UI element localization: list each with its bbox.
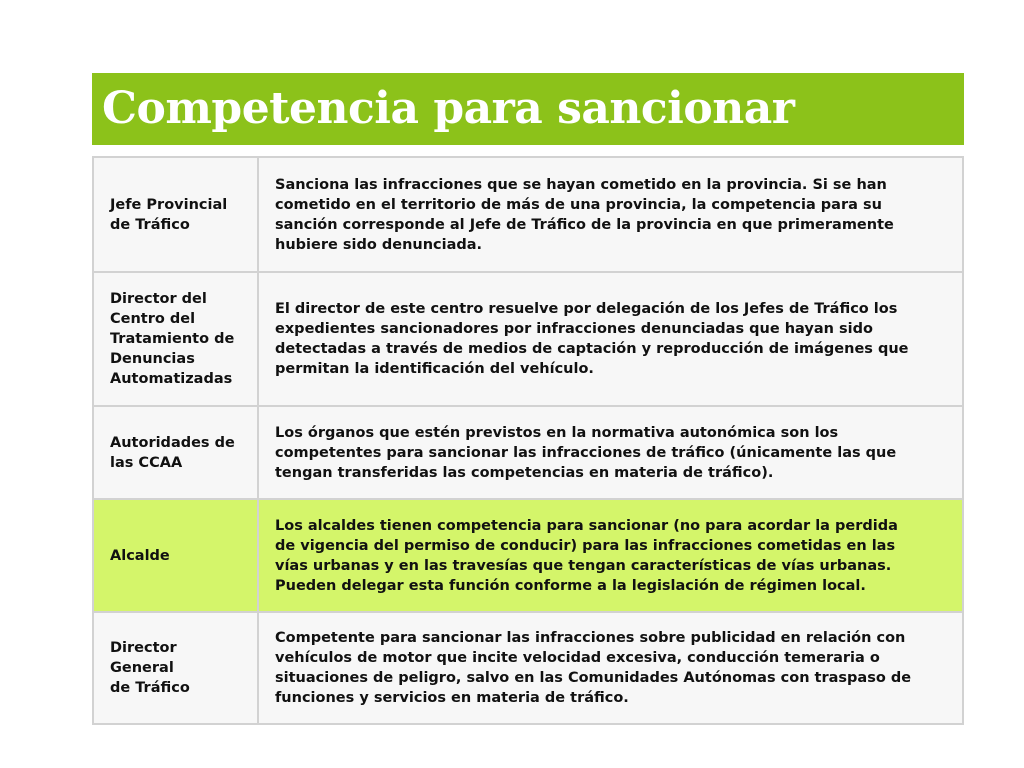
description-text: tengan transferidas las competencias en materia de tráfico). (275, 464, 774, 481)
description-cell (258, 272, 963, 406)
table-row (93, 157, 963, 272)
description-text: Sanciona las infracciones que se hayan cometido en la provincia. Si se han (275, 176, 887, 193)
role-label: Denuncias (110, 351, 195, 367)
description-cell (258, 406, 963, 499)
description-text: permitan la identificación del vehículo. (275, 361, 594, 377)
role-cell (93, 406, 258, 499)
role-label: Centro del (110, 311, 196, 327)
description-text: Los órganos que estén previstos en la normativa autonómica son los (275, 424, 839, 441)
description-text: Los alcaldes tienen competencia para sancionar (no para acordar la perdida (275, 517, 898, 534)
page-title: Competencia para sancionar (102, 83, 795, 134)
description-text: cometido en el territorio de más de una provincia, la competencia para su (275, 196, 882, 213)
description-text: vías urbanas y en las travesías que tengan características de vías urbanas. (275, 557, 892, 574)
description-text: Pueden delegar esta función conforme a la legislación de régimen local. (275, 577, 866, 594)
role-label: Alcalde (110, 547, 170, 564)
description-text: Competente para sancionar las infracciones sobre publicidad en relación con (275, 630, 906, 646)
table-row (93, 272, 963, 406)
role-label: Autoridades de (110, 434, 235, 451)
table-row (93, 406, 963, 499)
role-label: Jefe Provincial (110, 196, 228, 213)
role-label: Director (110, 640, 177, 656)
role-label: las CCAA (110, 454, 183, 471)
description-text: competentes para sancionar las infracciones de tráfico (únicamente las que (275, 444, 897, 461)
competence-table (92, 156, 964, 725)
description-text: situaciones de peligro, salvo en las Comunidades Autónomas con traspaso de (275, 670, 912, 686)
role-label: Tratamiento de (110, 331, 235, 347)
role-label: Director del (110, 291, 207, 307)
description-text: sanción corresponde al Jefe de Tráfico de la provincia en que primeramente (275, 216, 894, 233)
description-text: El director de este centro resuelve por delegación de los Jefes de Tráfico los (275, 301, 898, 317)
role-label: Automatizadas (110, 371, 233, 387)
role-cell (93, 612, 258, 724)
description-text: detectadas a través de medios de captación y reproducción de imágenes que (275, 341, 909, 357)
description-text: vehículos de motor que incite velocidad excesiva, conducción temeraria o (275, 650, 880, 666)
description-text: de vigencia del permiso de conducir) para las infracciones cometidas en las (275, 537, 896, 554)
description-cell (258, 157, 963, 272)
role-cell (93, 272, 258, 406)
description-text: funciones y servicios en materia de tráfico. (275, 690, 629, 706)
role-cell (93, 499, 258, 612)
role-cell (93, 157, 258, 272)
description-cell (258, 612, 963, 724)
role-label: de Tráfico (110, 216, 190, 233)
table-row-highlighted (93, 499, 963, 612)
role-label: de Tráfico (110, 680, 190, 696)
description-cell (258, 499, 963, 612)
description-text: expedientes sancionadores por infracciones denunciadas que hayan sido (275, 321, 873, 337)
table-row (93, 612, 963, 724)
title-banner (92, 73, 964, 145)
role-label: General (110, 660, 174, 676)
description-text: hubiere sido denunciada. (275, 236, 483, 253)
